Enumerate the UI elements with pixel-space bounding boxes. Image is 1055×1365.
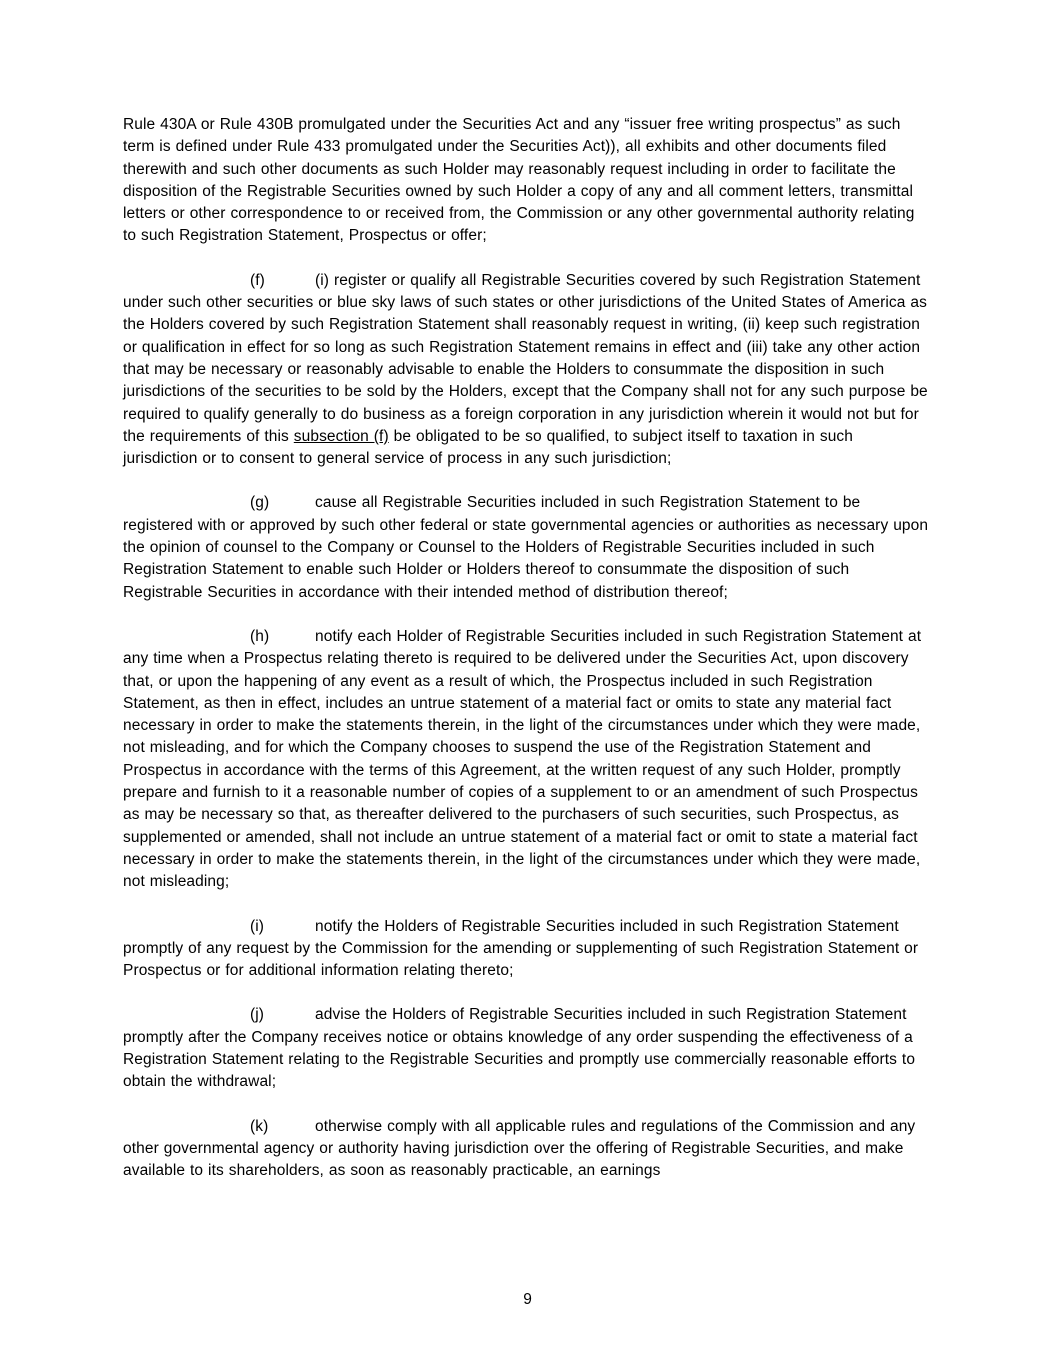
clause-k xyxy=(123,1116,930,1183)
clause-g-label: (g) xyxy=(250,494,270,512)
clause-f-text-after: be obligated to be so qualified, to subject itself to taxation in such jurisdiction or to consent to general service of process in any such jurisdiction; xyxy=(123,427,853,468)
first-line-indent xyxy=(123,930,250,931)
clause-h-text: notify each Holder of Registrable Securities included in such Registration Statement at any time when a Prospectus relating thereto is required to be delivered under the Securities Act, upon discovery that, or upon the happening of any event as a result of which, the Prospectus included in such Registration Statement, as then in effect, includes an untrue statement of a material fact or omits to state any material fact necessary in order to make the statements therein, in the light of the circumstances under which they were made, not misleading, and for which the Company chooses to suspend the use of the Registration Statement and Prospectus in accordance with the terms of this Agreement, at the written request of any such Holder, promptly prepare and furnish to it a reasonable number of copies of a supplement to or an amendment of such Prospectus as may be necessary so that, as thereafter delivered to the purchasers of such securities, such Prospectus, as supplemented or amended, shall not include an untrue statement of a material fact or omit to state a material fact necessary in order to make the statements therein, in the light of the circumstances under which they were made, not misleading; xyxy=(123,627,922,891)
clause-g-text: cause all Registrable Securities included in such Registration Statement to be registered with or approved by such other federal or state governmental agencies or authorities as necessary upon the opinion of counsel to the Company or Counsel to the Holders of Registrable Securities included in such Registration Statement to enable such Holder or Holders thereof to consummate the disposition of such Registrable Securities in accordance with their intended method of distribution thereof; xyxy=(123,494,929,601)
first-line-indent xyxy=(123,1130,250,1131)
clause-j-label: (j) xyxy=(250,1006,265,1024)
clause-f-underlined-reference: subsection (f) xyxy=(293,427,389,445)
clause-h xyxy=(123,626,930,894)
first-line-indent xyxy=(123,284,250,285)
clause-f-text: (i) register or qualify all Registrable Securities covered by such Registration Statement under such other securities or blue sky laws of such states or other jurisdictions of the United States of America as the Holders covered by such Registration Statement shall reasonably request in writing, (ii) keep such registration or qualification in effect for so long as such Registration Statement remains in effect and (iii) take any other action that may be necessary or reasonably advisable to enable the Holders to consummate the disposition in such jurisdictions of the securities to be sold by the Holders, except that the Company shall not for any such purpose be required to qualify generally to do business as a foreign corporation in any jurisdiction wherein it would not but for the requirements of this xyxy=(123,271,928,445)
first-line-indent xyxy=(123,506,250,507)
clause-f-label: (f) xyxy=(250,271,265,289)
clause-g xyxy=(123,492,930,603)
clause-j xyxy=(123,1004,930,1093)
clause-k-label: (k) xyxy=(250,1117,269,1135)
clause-i-text: notify the Holders of Registrable Securities included in such Registration Statement promptly of any request by the Commission for the amending or supplementing of such Registration Statement or Prospectus or for additional information relating thereto; xyxy=(123,917,919,980)
clause-k-text: otherwise comply with all applicable rules and regulations of the Commission and any other governmental agency or authority having jurisdiction over the offering of Registrable Securities, and make available to its shareholders, as soon as reasonably practicable, an earnings xyxy=(123,1117,916,1180)
page-number: 9 xyxy=(523,1291,532,1308)
clause-f xyxy=(123,270,930,471)
clause-i-label: (i) xyxy=(250,917,265,935)
clause-h-label: (h) xyxy=(250,627,270,645)
first-line-indent xyxy=(123,1018,250,1019)
paragraph-continuation: Rule 430A or Rule 430B promulgated under the Securities Act and any “issuer free writing prospectus” as such term is defined under Rule 433 promulgated under the Securities Act)), all exhibits and other documents filed therewith and such other documents as such Holder may reasonably request including in order to facilitate the disposition of the Registrable Securities owned by such Holder a copy of any and all comment letters, transmittal letters or other correspondence to or received from, the Commission or any other governmental authority relating to such Registration Statement, Prospectus or offer; xyxy=(123,116,915,245)
clause-i xyxy=(123,916,930,983)
first-line-indent xyxy=(123,640,250,641)
clause-j-text: advise the Holders of Registrable Securities included in such Registration Statement promptly after the Company receives notice or obtains knowledge of any order suspending the effectiveness of a Registration Statement relating to the Registrable Securities and promptly use commercially reasonable efforts to obtain the withdrawal; xyxy=(123,1006,916,1091)
